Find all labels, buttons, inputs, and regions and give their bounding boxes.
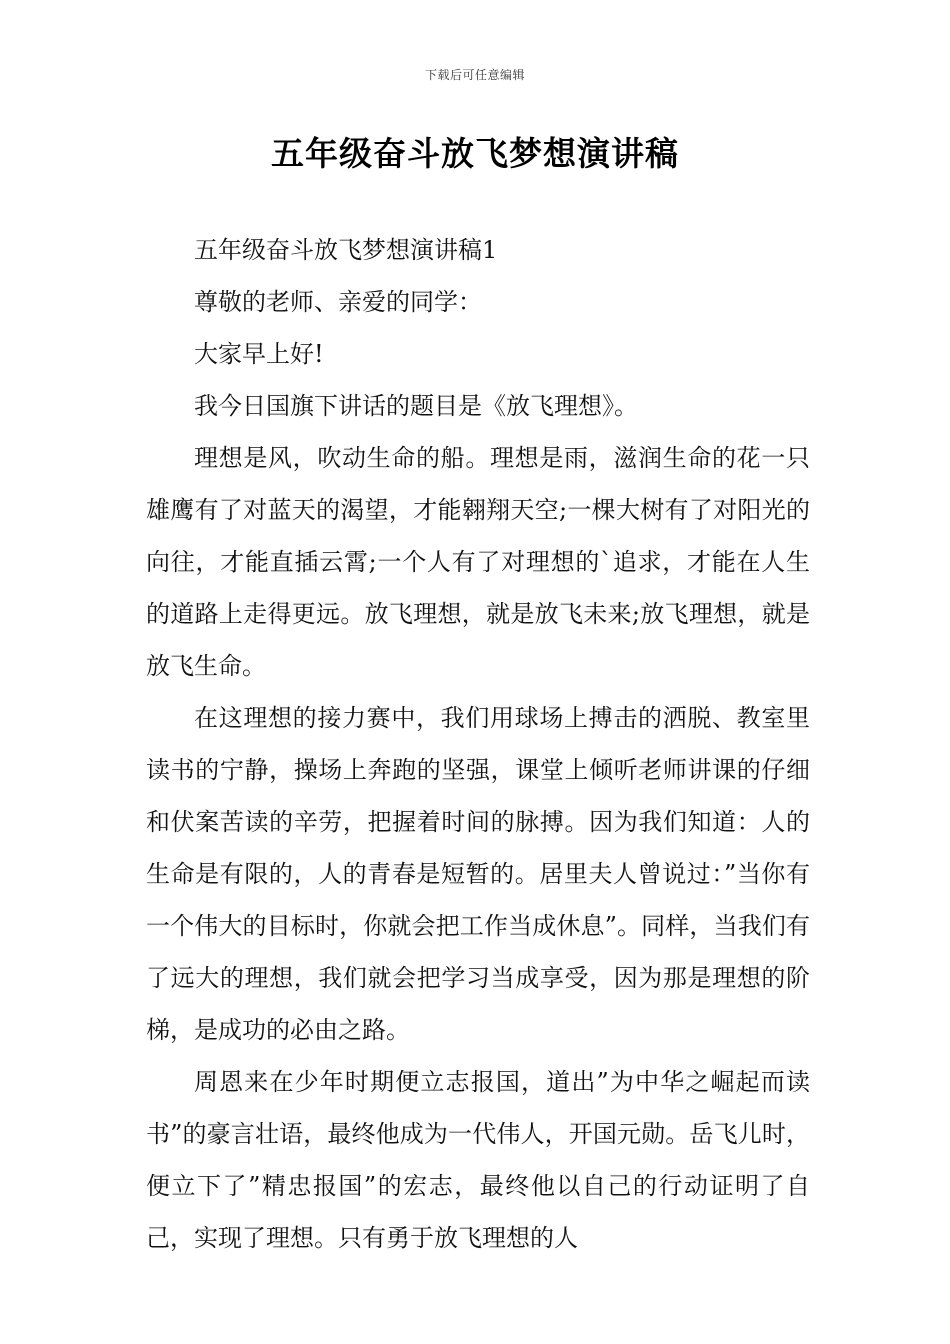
paragraph-subtitle: 五年级奋斗放飞梦想演讲稿1 <box>194 236 498 264</box>
paragraph-body: 在这理想的接力赛中，我们用球场上搏击的洒脱、教室里读书的宁静，操场上奔跑的坚强，课堂上倾听老师讲课的仔细和伏案苦读的辛劳，把握着时间的脉搏。因为我们知道：人的生命是有限的，人的青春是短暂的。居里夫人曾说过：”当你有一个伟大的目标时，你就会把工作当成休息”。同样，当我们有了远大的理想，我们就会把学习当成享受，因为那是理想的阶梯，是成功的必由之路。 <box>146 704 810 1044</box>
document-title: 五年级奋斗放飞梦想演讲稿 <box>271 134 679 173</box>
document-body <box>146 224 810 1264</box>
paragraph-salutation: 尊敬的老师、亲爱的同学： <box>194 288 482 316</box>
paragraph-topic: 我今日国旗下讲话的题目是《放飞理想》。 <box>194 392 638 420</box>
paragraph-body: 理想是风，吹动生命的船。理想是雨，滋润生命的花一只雄鹰有了对蓝天的渴望，才能翱翔天空;一棵大树有了对阳光的向往，才能直插云霄;一个人有了对理想的`追求，才能在人生的道路上走得更远。放飞理想，就是放飞未来;放飞理想，就是放飞生命。 <box>146 444 810 680</box>
paragraph-body: 周恩来在少年时期便立志报国，道出”为中华之崛起而读书”的豪言壮语，最终他成为一代伟人，开国元勋。岳飞儿时，便立下了”精忠报国”的宏志，最终他以自己的行动证明了自己，实现了理想。只有勇于放飞理想的人 <box>146 1068 810 1252</box>
paragraph-greeting: 大家早上好! <box>194 340 324 368</box>
header-note: 下载后可任意编辑 <box>424 68 525 82</box>
